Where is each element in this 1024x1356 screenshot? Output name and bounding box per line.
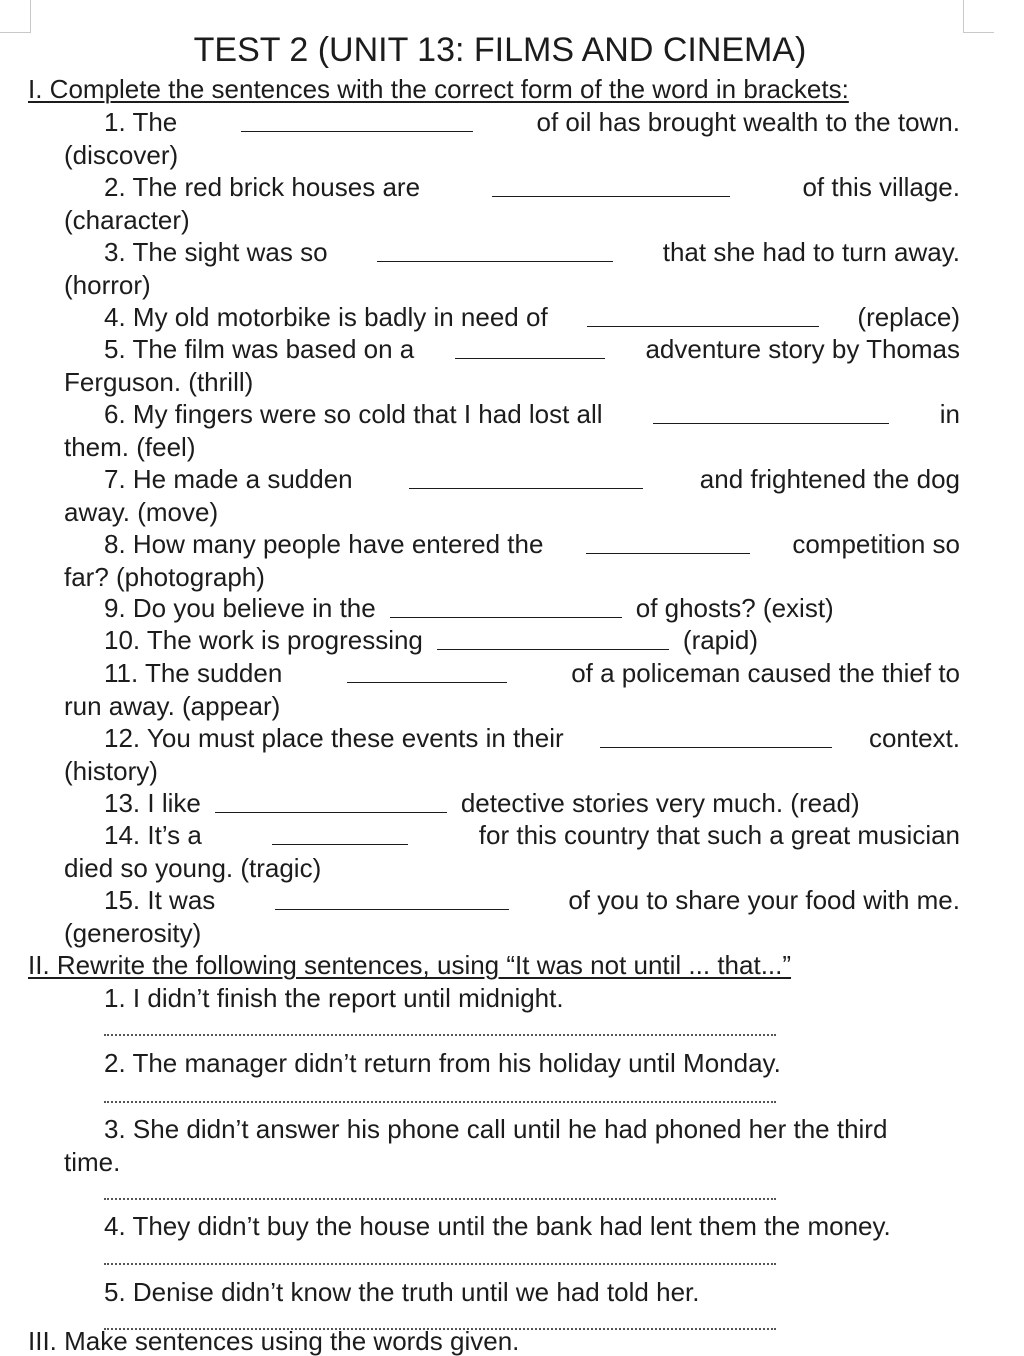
answer-blank[interactable] xyxy=(455,358,605,359)
section-2-heading: II. Rewrite the following sentences, using “It was not until ... that...” xyxy=(28,950,792,980)
rewrite-item-5 xyxy=(64,1276,964,1309)
exercise-item-13 xyxy=(64,787,960,820)
answer-blank[interactable] xyxy=(347,682,507,683)
item-continuation: Ferguson. (thrill) xyxy=(64,366,254,397)
item-text-after: and frightened the dog xyxy=(699,464,960,494)
exercise-item-3 xyxy=(64,236,960,301)
section-3-heading-cropped: III. Make sentences using the words given. xyxy=(28,1326,520,1356)
item-text-before: 14. It’s a xyxy=(104,820,202,850)
answer-blank[interactable] xyxy=(437,649,669,650)
exercise-item-9 xyxy=(64,592,960,625)
answer-blank[interactable] xyxy=(275,909,509,910)
rewrite-continuation: time. xyxy=(64,1146,121,1177)
item-text-before: 4. My old motorbike is badly in need of xyxy=(104,302,548,332)
answer-blank[interactable] xyxy=(377,261,613,262)
item-continuation: (discover) xyxy=(64,139,179,170)
item-text-after: of oil has brought wealth to the town. xyxy=(536,107,960,137)
answer-blank[interactable] xyxy=(587,326,819,327)
answer-blank[interactable] xyxy=(653,423,889,424)
page-title: TEST 2 (UNIT 13: FILMS AND CINEMA) xyxy=(193,31,807,69)
item-text-before: 13. I like xyxy=(104,788,201,818)
item-text-before: 1. The xyxy=(104,107,178,137)
exercise-item-10 xyxy=(64,624,960,657)
answer-blank[interactable] xyxy=(492,196,730,197)
item-text-before: 6. My fingers were so cold that I had lost all xyxy=(104,399,603,429)
answer-blank[interactable] xyxy=(409,488,643,489)
answer-dotted-line[interactable] xyxy=(104,1034,776,1036)
page-corner-mark-left xyxy=(0,0,31,33)
answer-blank[interactable] xyxy=(241,131,473,132)
rewrite-prompt: 3. She didn’t answer his phone call until he had phoned her the third xyxy=(104,1114,888,1144)
item-text-after: competition so xyxy=(792,529,960,559)
item-text-after: (rapid) xyxy=(682,625,759,655)
item-text-before: 10. The work is progressing xyxy=(104,625,423,655)
item-text-before: 8. How many people have entered the xyxy=(104,529,544,559)
item-text-before: 15. It was xyxy=(104,885,216,915)
item-continuation: died so young. (tragic) xyxy=(64,852,322,883)
exercise-item-4 xyxy=(64,301,960,334)
exercise-item-5 xyxy=(64,333,960,398)
item-text-after: of a policeman caused the thief to xyxy=(571,658,961,688)
rewrite-item-4 xyxy=(64,1210,964,1243)
item-text-after: of ghosts? (exist) xyxy=(635,593,834,623)
exercise-item-14 xyxy=(64,819,960,884)
item-text-after: that she had to turn away. xyxy=(662,237,961,267)
exercise-item-2 xyxy=(64,171,960,236)
item-text-after: (replace) xyxy=(857,302,960,332)
exercise-item-6 xyxy=(64,398,960,463)
item-continuation: (horror) xyxy=(64,269,151,300)
item-text-before: 7. He made a sudden xyxy=(104,464,353,494)
item-continuation: far? (photograph) xyxy=(64,561,265,592)
page-corner-mark-right xyxy=(963,0,994,33)
rewrite-prompt: 5. Denise didn’t know the truth until we had told her. xyxy=(104,1277,700,1307)
item-continuation: (generosity) xyxy=(64,917,202,948)
item-text-before: 3. The sight was so xyxy=(104,237,328,267)
item-continuation: run away. (appear) xyxy=(64,690,281,721)
item-text-after: of you to share your food with me. xyxy=(568,885,960,915)
item-text-after: context. xyxy=(868,723,961,753)
rewrite-item-1 xyxy=(64,982,964,1015)
exercise-item-12 xyxy=(64,722,960,787)
item-text-after: for this country that such a great musician xyxy=(478,820,961,850)
exercise-item-1 xyxy=(64,106,960,171)
item-text-before: 9. Do you believe in the xyxy=(104,593,376,623)
answer-dotted-line[interactable] xyxy=(104,1101,776,1103)
exercise-item-7 xyxy=(64,463,960,528)
item-text-after: adventure story by Thomas xyxy=(645,334,961,364)
answer-blank[interactable] xyxy=(215,812,447,813)
exercise-item-15 xyxy=(64,884,960,949)
answer-blank[interactable] xyxy=(390,617,622,618)
answer-blank[interactable] xyxy=(272,844,408,845)
item-text-before: 11. The sudden xyxy=(104,658,283,688)
rewrite-prompt: 4. They didn’t buy the house until the bank had lent them the money. xyxy=(104,1211,891,1241)
item-continuation: (history) xyxy=(64,755,158,786)
rewrite-prompt: 1. I didn’t finish the report until midnight. xyxy=(104,983,564,1013)
item-text-before: 2. The red brick houses are xyxy=(104,172,421,202)
rewrite-item-3 xyxy=(64,1113,964,1178)
item-continuation: them. (feel) xyxy=(64,431,196,462)
item-continuation: (character) xyxy=(64,204,190,235)
exercise-item-8 xyxy=(64,528,960,593)
item-continuation: away. (move) xyxy=(64,496,219,527)
answer-dotted-line[interactable] xyxy=(104,1263,776,1265)
rewrite-prompt: 2. The manager didn’t return from his holiday until Monday. xyxy=(104,1048,781,1078)
item-text-before: 12. You must place these events in their xyxy=(104,723,564,753)
rewrite-item-2 xyxy=(64,1047,964,1080)
answer-blank[interactable] xyxy=(600,747,832,748)
item-text-after: in xyxy=(939,399,961,429)
exercise-item-11 xyxy=(64,657,960,722)
section-1-heading: I. Complete the sentences with the correct form of the word in brackets: xyxy=(28,74,849,104)
item-text-after: of this village. xyxy=(802,172,960,202)
answer-blank[interactable] xyxy=(586,553,750,554)
answer-dotted-line[interactable] xyxy=(104,1198,776,1200)
item-text-before: 5. The film was based on a xyxy=(104,334,415,364)
item-text-after: detective stories very much. (read) xyxy=(460,788,860,818)
